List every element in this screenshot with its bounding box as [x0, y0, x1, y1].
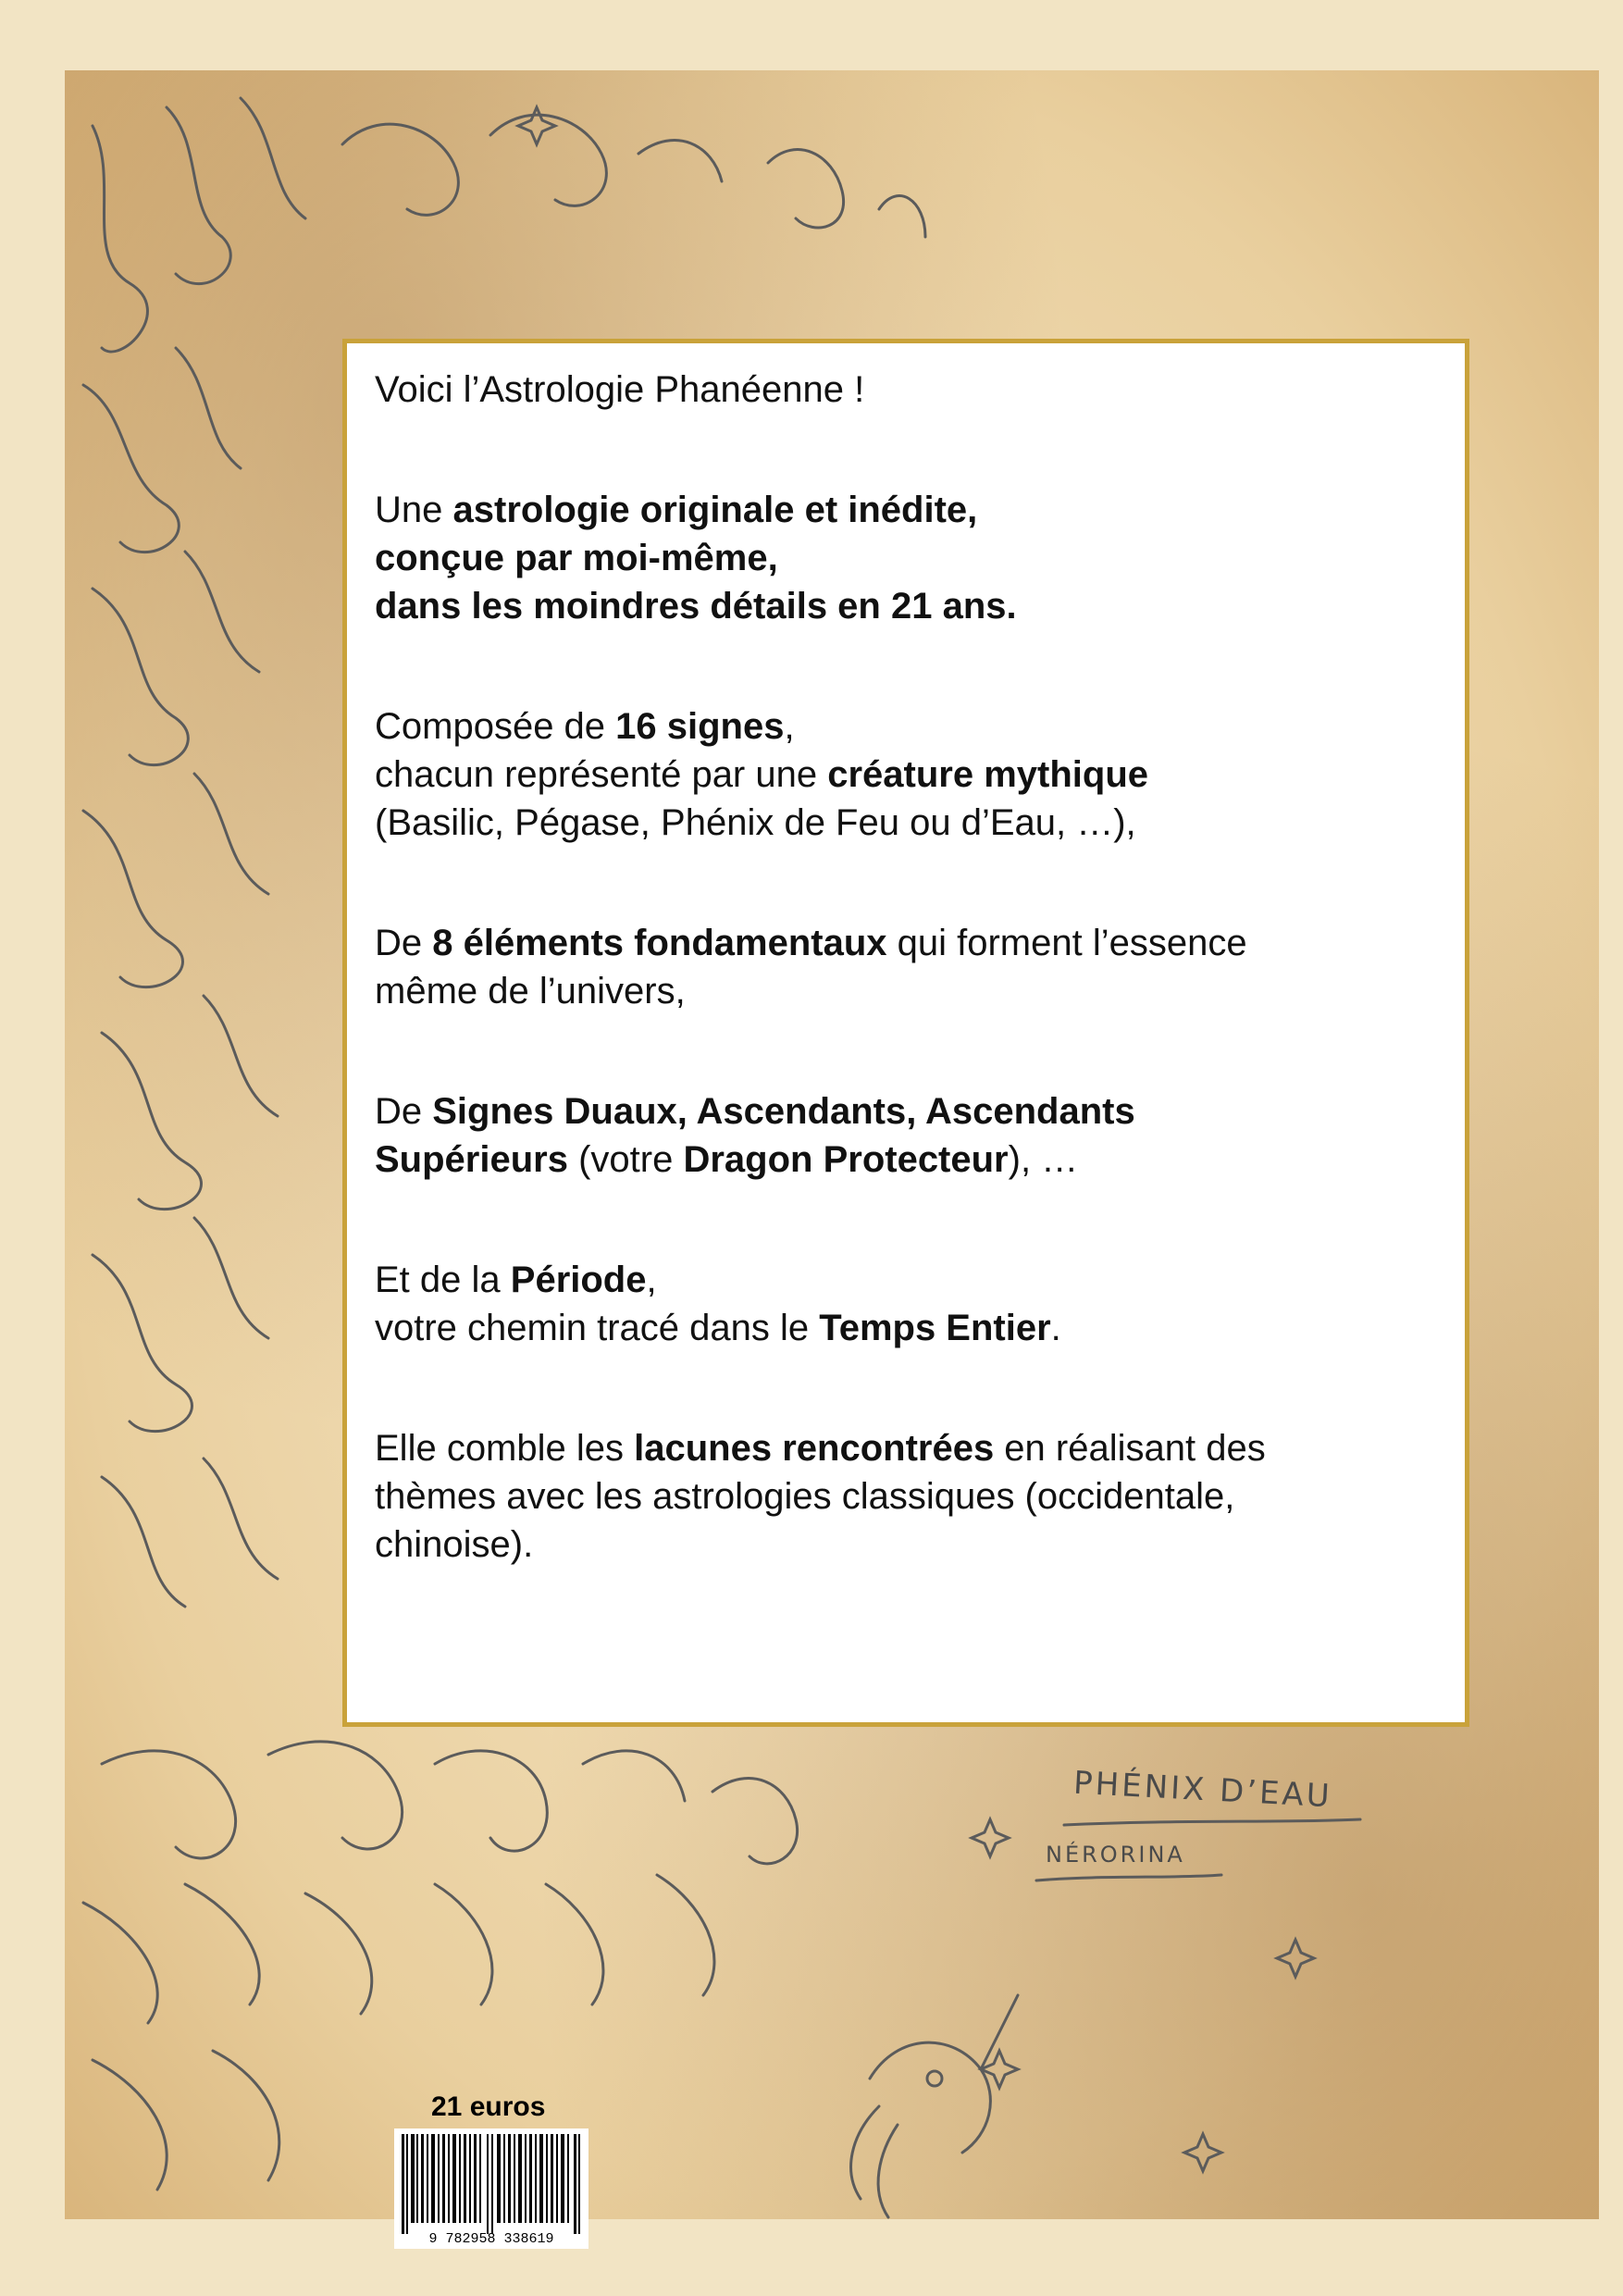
artwork-subtitle: NÉRORINA: [1046, 1842, 1185, 1868]
bold-segment: 16 signes: [615, 706, 785, 747]
paragraph-originality: [375, 486, 1437, 630]
text-segment: De: [375, 1091, 433, 1132]
text-segment: Une: [375, 490, 453, 530]
paragraph-signs: [375, 702, 1437, 847]
text-segment: ), …: [1008, 1139, 1079, 1180]
artwork-title: PHÉNIX D’EAU: [1072, 1764, 1333, 1816]
text-segment: Elle comble les: [375, 1428, 635, 1469]
bold-segment: Supérieurs: [375, 1139, 568, 1180]
intro-text: Voici l’Astrologie Phanéenne !: [375, 369, 865, 410]
description-panel: [342, 339, 1469, 1727]
text-segment: .: [1050, 1308, 1061, 1348]
bold-segment: créature mythique: [827, 754, 1148, 795]
paragraph-period: [375, 1256, 1437, 1352]
bold-segment: Temps Entier: [819, 1308, 1051, 1348]
text-segment: qui forment l’essence: [886, 923, 1247, 963]
back-cover: [65, 70, 1599, 2247]
paragraph-elements: [375, 919, 1437, 1015]
bold-segment: astrologie originale et inédite,: [452, 490, 978, 530]
bold-segment: 8 éléments fondamentaux: [432, 923, 887, 963]
bold-segment: Période: [510, 1260, 647, 1300]
isbn-barcode: [394, 2128, 588, 2249]
text-segment: (votre: [567, 1139, 684, 1180]
text-segment: thèmes avec les astrologies classiques (occidentale,: [375, 1476, 1235, 1517]
text-segment: Et de la: [375, 1260, 511, 1300]
text-segment: votre chemin tracé dans le: [375, 1308, 820, 1348]
bold-segment: Signes Duaux, Ascendants, Ascendants: [432, 1091, 1135, 1132]
text-segment: Composée de: [375, 706, 616, 747]
paragraph-dual-signs: [375, 1087, 1437, 1184]
text-segment: ,: [646, 1260, 657, 1300]
bold-segment: Dragon Protecteur: [683, 1139, 1009, 1180]
barcode-digits: 9 782958 338619: [428, 2231, 554, 2247]
price-label: 21 euros: [431, 2091, 546, 2122]
text-segment: chinoise).: [375, 1524, 534, 1565]
bold-segment: conçue par moi-même,: [375, 538, 778, 578]
text-segment: De: [375, 923, 433, 963]
text-segment: chacun représenté par une: [375, 754, 828, 795]
text-segment: en réalisant des: [994, 1428, 1266, 1469]
bold-segment: lacunes rencontrées: [634, 1428, 995, 1469]
bold-segment: dans les moindres détails en 21 ans.: [375, 586, 1017, 627]
paragraph-gaps: [375, 1424, 1437, 1569]
text-segment: (Basilic, Pégase, Phénix de Feu ou d’Eau, …),: [375, 802, 1136, 843]
text-segment: même de l’univers,: [375, 971, 686, 1011]
text-segment: ,: [784, 706, 795, 747]
